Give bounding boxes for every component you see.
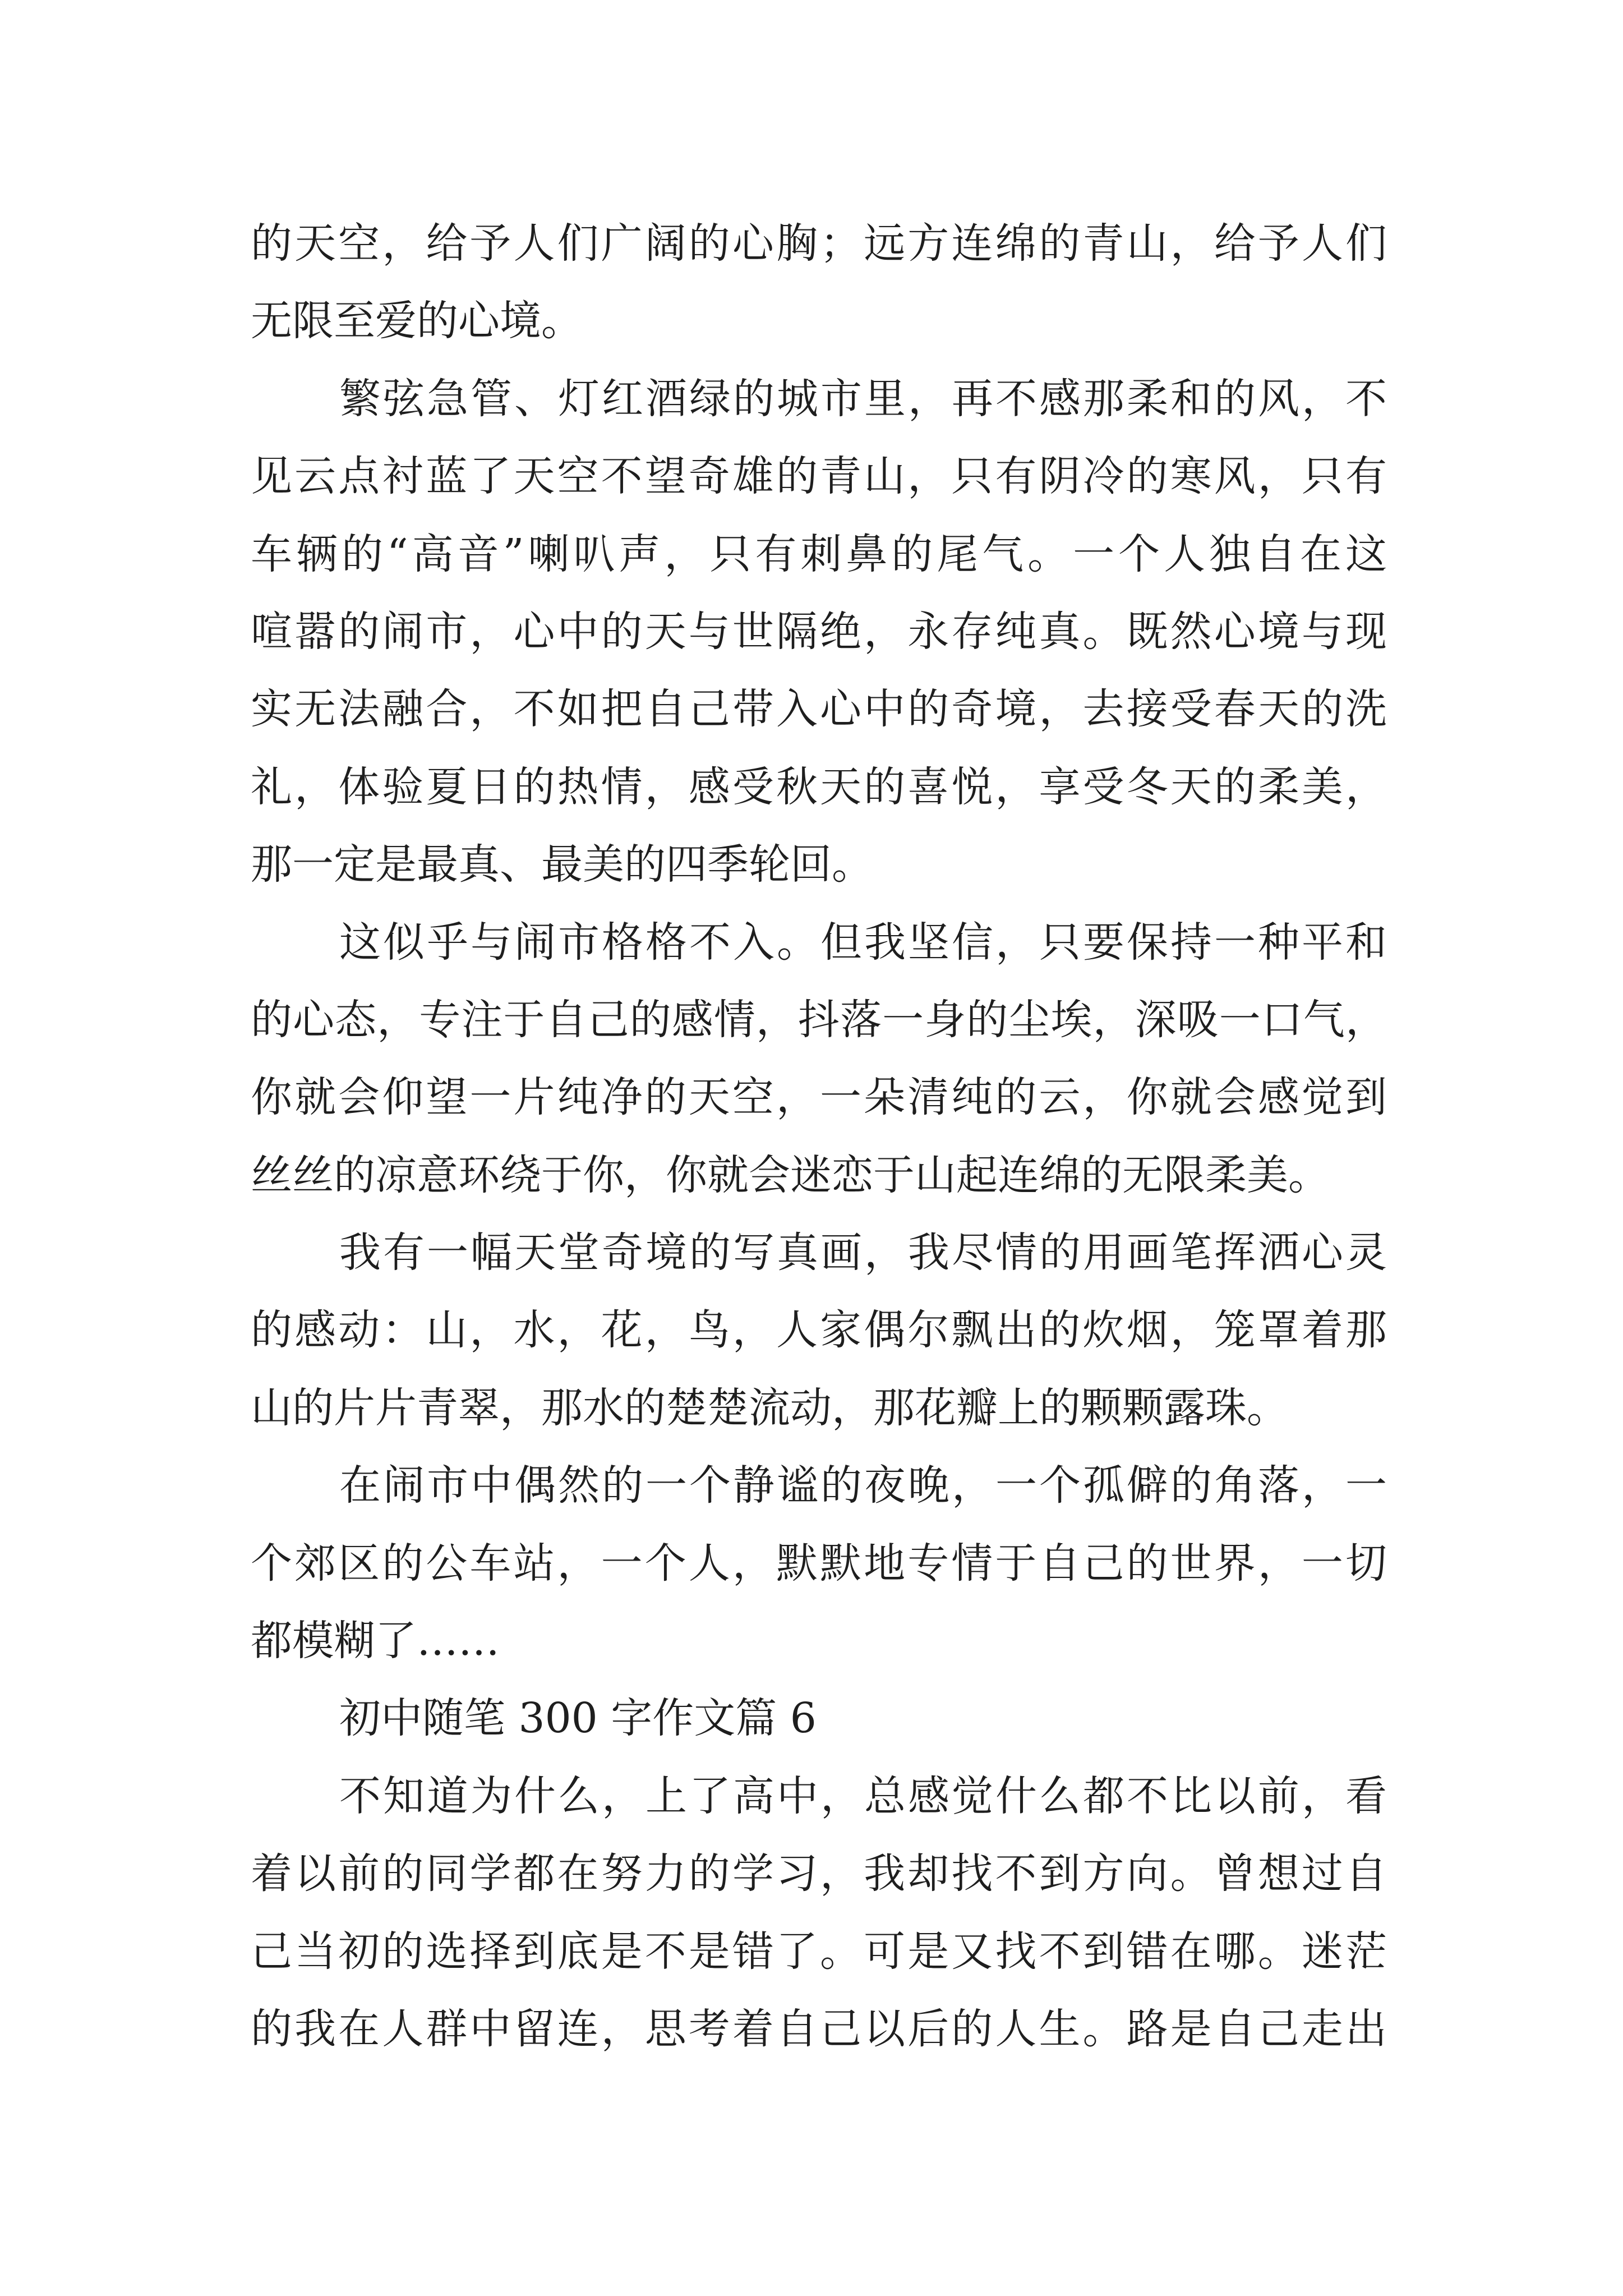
text-line: 的心态，专注于自己的感情，抖落一身的尘埃，深吸一口气， [251, 995, 1387, 1044]
text-line: 喧嚣的闹市，心中的天与世隔绝，永存纯真。既然心境与现 [251, 607, 1387, 656]
text-line: 这似乎与闹市格格不入。但我坚信，只要保持一种平和 [339, 918, 1387, 967]
paragraph [251, 1214, 1387, 1447]
paragraph [251, 1757, 1387, 2068]
text-line: 无限至爱的心境。 [251, 297, 583, 346]
paragraph-continued [251, 205, 1387, 360]
section-heading-block [251, 1680, 1387, 1757]
text-line: 那一定是最真、最美的四季轮回。 [251, 840, 873, 889]
text-line: 己当初的选择到底是不是错了。可是又找不到错在哪。迷茫 [251, 1927, 1387, 1976]
paragraph [251, 360, 1387, 904]
text-line: 的天空，给予人们广阔的心胸；远方连绵的青山，给予人们 [251, 219, 1387, 268]
document-body [251, 205, 1387, 2068]
text-line: 个郊区的公车站，一个人，默默地专情于自己的世界，一切 [251, 1539, 1387, 1588]
text-line: 都模糊了…… [251, 1617, 500, 1665]
text-line: 着以前的同学都在努力的学习，我却找不到方向。曾想过自 [251, 1849, 1387, 1898]
text-line: 不知道为什么，上了高中，总感觉什么都不比以前，看 [339, 1772, 1387, 1820]
text-line: 车辆的“高音”喇叭声，只有刺鼻的尾气。一个人独自在这 [251, 530, 1387, 578]
text-line: 山的片片青翠，那水的楚楚流动，那花瓣上的颗颗露珠。 [251, 1383, 1288, 1432]
text-line: 的感动：山，水，花，鸟，人家偶尔飘出的炊烟，笼罩着那 [251, 1306, 1387, 1355]
text-line: 在闹市中偶然的一个静谧的夜晚，一个孤僻的角落，一 [339, 1461, 1387, 1510]
text-line: 我有一幅天堂奇境的写真画，我尽情的用画笔挥洒心灵 [339, 1228, 1387, 1277]
section-heading: 初中随笔 300 字作文篇 6 [339, 1694, 817, 1743]
paragraph [251, 1447, 1387, 1680]
text-line: 的我在人群中留连，思考着自己以后的人生。路是自己走出 [251, 2004, 1387, 2053]
text-line: 礼，体验夏日的热情，感受秋天的喜悦，享受冬天的柔美， [251, 762, 1387, 811]
text-line: 你就会仰望一片纯净的天空，一朵清纯的云，你就会感觉到 [251, 1073, 1387, 1122]
text-line: 繁弦急管、灯红酒绿的城市里，再不感那柔和的风，不 [339, 374, 1387, 423]
text-line: 丝丝的凉意环绕于你，你就会迷恋于山起连绵的无限柔美。 [251, 1151, 1330, 1199]
paragraph [251, 904, 1387, 1214]
text-line: 见云点衬蓝了天空不望奇雄的青山，只有阴冷的寒风，只有 [251, 452, 1387, 501]
text-line: 实无法融合，不如把自己带入心中的奇境，去接受春天的洗 [251, 685, 1387, 734]
